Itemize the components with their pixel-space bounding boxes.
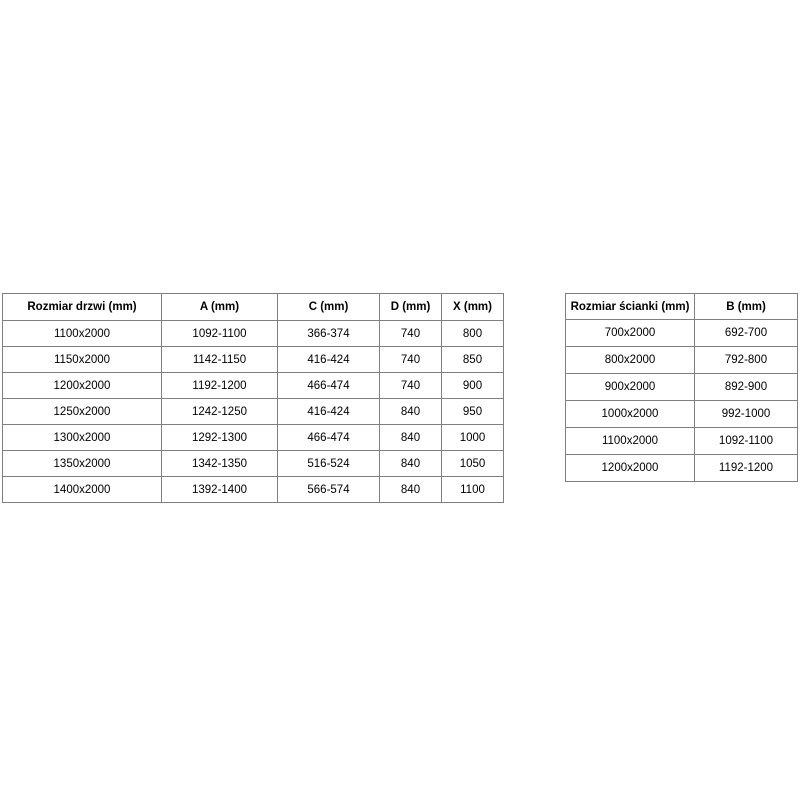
table-cell: 1100x2000: [566, 428, 695, 455]
table-cell: 992-1000: [695, 401, 798, 428]
table-row: [3, 399, 504, 425]
table-row: [566, 374, 798, 401]
table-row: [3, 373, 504, 399]
table-cell: 516-524: [278, 451, 380, 477]
table-cell: 1392-1400: [162, 477, 278, 503]
table-cell: 900: [442, 373, 504, 399]
table-cell: 466-474: [278, 425, 380, 451]
door-size-table: [2, 293, 504, 503]
table-cell: 1400x2000: [3, 477, 162, 503]
table-cell: 900x2000: [566, 374, 695, 401]
table-cell: 1300x2000: [3, 425, 162, 451]
table-cell: 1200x2000: [566, 455, 695, 482]
table-cell: 1200x2000: [3, 373, 162, 399]
table-cell: 740: [380, 373, 442, 399]
table-cell: 366-374: [278, 321, 380, 347]
column-header: X (mm): [442, 294, 504, 321]
table-cell: 840: [380, 477, 442, 503]
table-cell: 1192-1200: [695, 455, 798, 482]
table-row: [3, 451, 504, 477]
table-cell: 1100x2000: [3, 321, 162, 347]
table-cell: 792-800: [695, 347, 798, 374]
table-cell: 1350x2000: [3, 451, 162, 477]
table-row: [3, 321, 504, 347]
table-cell: 566-574: [278, 477, 380, 503]
table-cell: 1142-1150: [162, 347, 278, 373]
table-cell: 1342-1350: [162, 451, 278, 477]
column-header: A (mm): [162, 294, 278, 321]
table-cell: 1050: [442, 451, 504, 477]
header-row: [3, 294, 504, 321]
table-row: [566, 428, 798, 455]
wall-size-table-body: [566, 320, 798, 482]
header-row: [566, 294, 798, 320]
table-cell: 1092-1100: [695, 428, 798, 455]
column-header: C (mm): [278, 294, 380, 321]
table-cell: 416-424: [278, 399, 380, 425]
table-cell: 1000x2000: [566, 401, 695, 428]
table-row: [3, 425, 504, 451]
table-cell: 1292-1300: [162, 425, 278, 451]
door-size-table-header: [3, 294, 504, 321]
column-header: Rozmiar ścianki (mm): [566, 294, 695, 320]
door-size-table-container: [2, 293, 504, 503]
table-cell: 840: [380, 399, 442, 425]
table-cell: 1192-1200: [162, 373, 278, 399]
table-cell: 416-424: [278, 347, 380, 373]
table-cell: 1100: [442, 477, 504, 503]
table-row: [566, 347, 798, 374]
table-cell: 700x2000: [566, 320, 695, 347]
table-cell: 740: [380, 321, 442, 347]
table-row: [566, 401, 798, 428]
table-row: [566, 455, 798, 482]
table-cell: 1242-1250: [162, 399, 278, 425]
wall-size-table-container: [565, 293, 798, 482]
column-header: B (mm): [695, 294, 798, 320]
table-cell: 1000: [442, 425, 504, 451]
table-cell: 892-900: [695, 374, 798, 401]
wall-size-table-header: [566, 294, 798, 320]
table-cell: 800: [442, 321, 504, 347]
table-row: [566, 320, 798, 347]
table-cell: 466-474: [278, 373, 380, 399]
table-cell: 1150x2000: [3, 347, 162, 373]
column-header: D (mm): [380, 294, 442, 321]
table-cell: 850: [442, 347, 504, 373]
table-row: [3, 347, 504, 373]
table-cell: 740: [380, 347, 442, 373]
column-header: Rozmiar drzwi (mm): [3, 294, 162, 321]
table-cell: 1250x2000: [3, 399, 162, 425]
wall-size-table: [565, 293, 798, 482]
table-cell: 840: [380, 451, 442, 477]
table-cell: 692-700: [695, 320, 798, 347]
table-cell: 1092-1100: [162, 321, 278, 347]
table-cell: 840: [380, 425, 442, 451]
table-cell: 800x2000: [566, 347, 695, 374]
table-row: [3, 477, 504, 503]
door-size-table-body: [3, 321, 504, 503]
table-cell: 950: [442, 399, 504, 425]
